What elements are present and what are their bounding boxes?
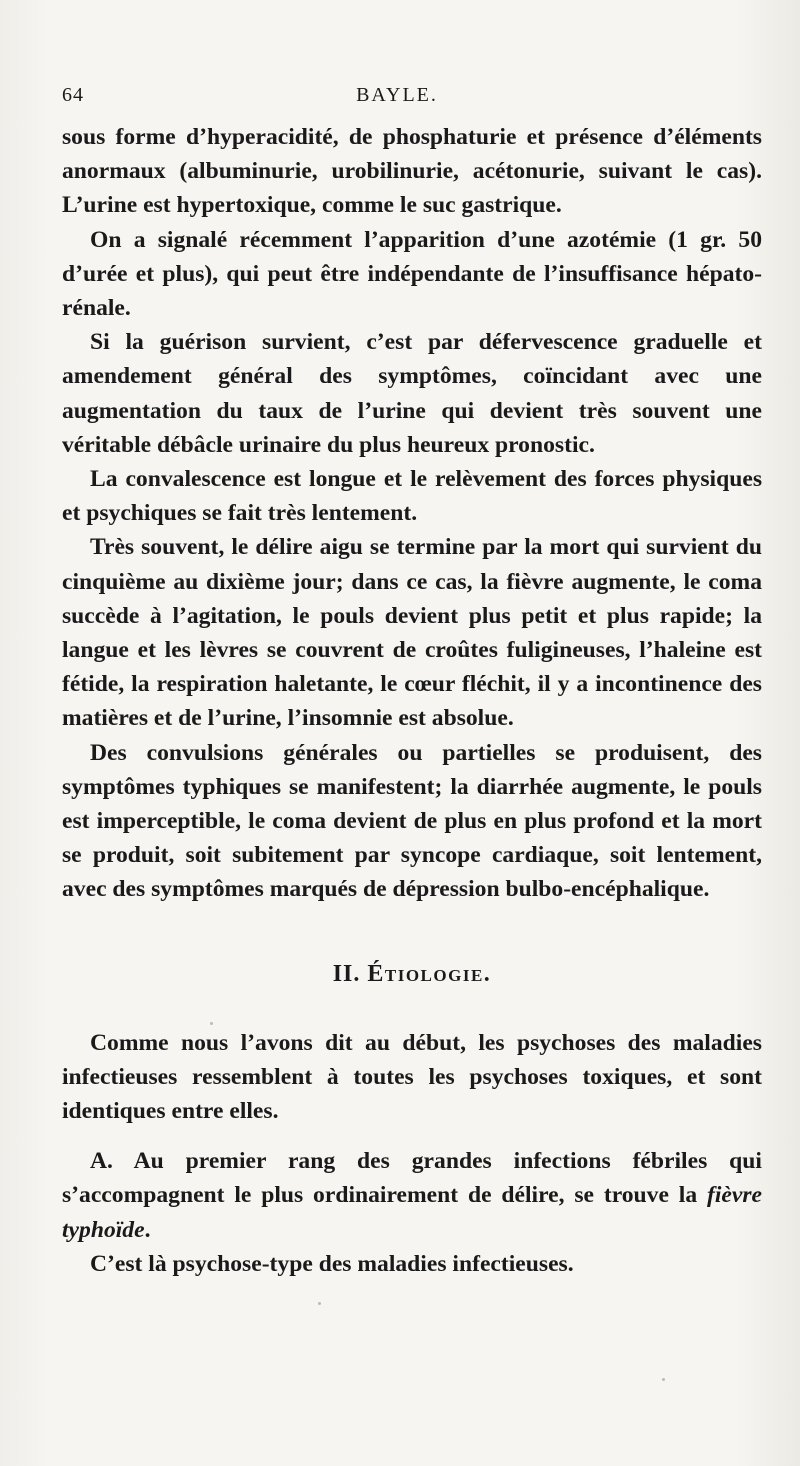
paragraph-2: On a signalé récemment l’apparition d’une azotémie (1 gr. 50 d’urée et plus), qui peut être indépendante de l’insuffisance hépato-rénale. bbox=[62, 226, 762, 322]
paragraph-4: La convalescence est longue et le relèvement des forces physiques et psychiques se fait très lentement. bbox=[62, 466, 762, 527]
paragraph-8-emphasis: fièvre typhoïde bbox=[62, 1182, 762, 1243]
scan-speck bbox=[318, 1302, 321, 1305]
page-header bbox=[62, 84, 732, 114]
scan-speck bbox=[210, 1022, 213, 1025]
running-head: BAYLE. bbox=[356, 84, 438, 106]
paragraph-1: sous forme d’hyperacidité, de phosphaturie et présence d’éléments anormaux (albuminurie, urobilinurie, acétonurie, suivant le cas). L’urine est hypertoxique, comme le suc gastrique. bbox=[62, 124, 762, 219]
paragraph-9: C’est là psychose-type des maladies infectieuses. bbox=[90, 1250, 574, 1277]
body-text bbox=[62, 120, 762, 1281]
section-number: II. bbox=[332, 960, 361, 987]
section-heading bbox=[62, 961, 762, 988]
paragraph-8-end: . bbox=[144, 1216, 151, 1243]
paragraph-3: Si la guérison survient, c’est par défervescence graduelle et amendement général des symptômes, coïncidant avec une augmentation du taux de l’urine qui devient très souvent une véritable débâcle urinaire du plus heureux pronostic. bbox=[62, 329, 762, 458]
section-title: Étiologie. bbox=[367, 960, 492, 987]
paragraph-8 bbox=[62, 1144, 762, 1247]
scan-speck bbox=[662, 1378, 665, 1381]
paragraph-7: Comme nous l’avons dit au début, les psychoses des maladies infectieuses ressemblent à toutes les psychoses toxiques, et sont identiques entre elles. bbox=[62, 1029, 762, 1125]
page-number: 64 bbox=[62, 84, 84, 106]
paragraph-6: Des convulsions générales ou partielles se produisent, des symptômes typhiques se manifestent; la diarrhée augmente, le pouls est imperceptible, le coma devient de plus en plus profond et la mort se produit, soit subitement par syncope cardiaque, soit lentement, avec des symptômes marqués de dépression bulbo-encéphalique. bbox=[62, 739, 762, 903]
paragraph-5: Très souvent, le délire aigu se termine par la mort qui survient du cinquième au dixième jour; dans ce cas, la fièvre augmente, le coma succède à l’agitation, le pouls devient plus petit et plus rapide; la langue et les lèvres se couvrent de croûtes fuligineuses, l’haleine est fétide, la respiration haletante, le cœur fléchit, il y a incontinence des matières et de l’urine, l’insomnie est absolue. bbox=[62, 534, 762, 732]
paragraph-8-start: A. Au premier rang des grandes infections fébriles qui s’accompagnent le plus ordinairement de délire, se trouve la bbox=[62, 1148, 762, 1209]
